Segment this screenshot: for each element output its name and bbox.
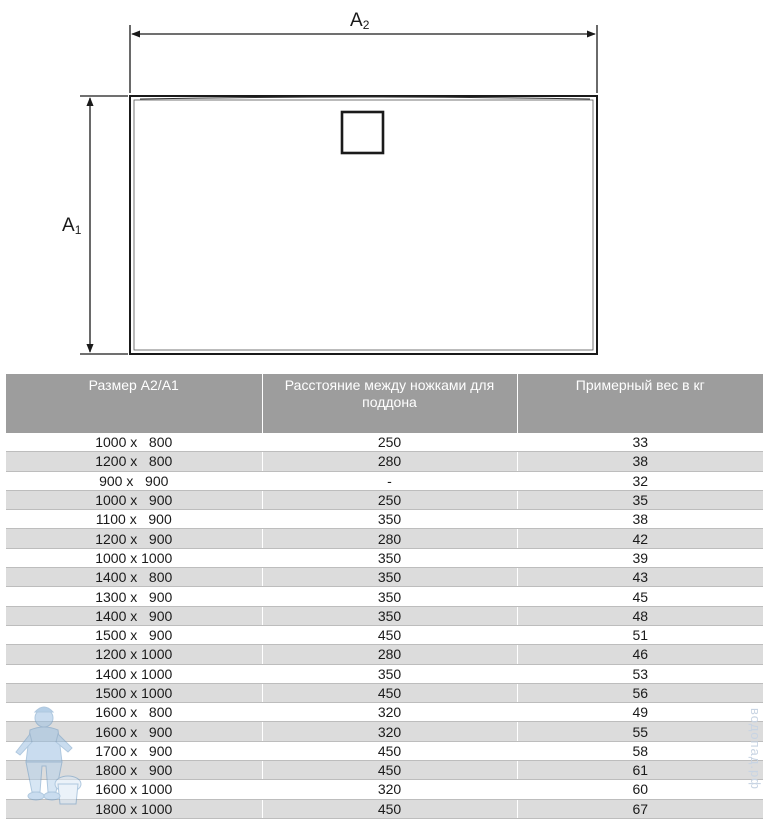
dimension-a2 [130, 25, 597, 93]
table-row [6, 664, 763, 683]
dimension-label-a2: $A_2$ [350, 10, 370, 32]
tray-dimension-drawing [0, 0, 769, 370]
cell-weight: 49 [517, 703, 763, 722]
cell-leg-distance: 320 [262, 780, 517, 799]
cell-weight: 45 [517, 587, 763, 606]
cell-size: 1400 х 800 [6, 568, 262, 587]
cell-weight: 53 [517, 664, 763, 683]
table-row [6, 645, 763, 664]
cell-size: 1400 х 1000 [6, 664, 262, 683]
cell-leg-distance: 280 [262, 452, 517, 471]
cell-leg-distance: 350 [262, 568, 517, 587]
cell-size: 1100 х 900 [6, 510, 262, 529]
cell-leg-distance: 280 [262, 645, 517, 664]
table-row [6, 568, 763, 587]
cell-size: 1600 х 900 [6, 722, 262, 741]
cell-weight: 32 [517, 471, 763, 490]
cell-leg-distance: 350 [262, 606, 517, 625]
cell-weight: 51 [517, 625, 763, 644]
cell-weight: 38 [517, 452, 763, 471]
table-row [6, 510, 763, 529]
cell-weight: 35 [517, 490, 763, 509]
table-row [6, 433, 763, 452]
cell-leg-distance: 350 [262, 548, 517, 567]
cell-weight: 56 [517, 683, 763, 702]
table-row [6, 780, 763, 799]
table-row [6, 587, 763, 606]
cell-weight: 33 [517, 433, 763, 452]
cell-size: 900 х 900 [6, 471, 262, 490]
table-row [6, 703, 763, 722]
table-body [6, 433, 763, 818]
cell-weight: 61 [517, 761, 763, 780]
cell-leg-distance: 320 [262, 703, 517, 722]
cell-leg-distance: 450 [262, 761, 517, 780]
table-header-row [6, 374, 763, 433]
plumber-mascot-icon [4, 700, 84, 812]
cell-size: 1400 х 900 [6, 606, 262, 625]
cell-leg-distance: 350 [262, 510, 517, 529]
cell-size: 1200 х 800 [6, 452, 262, 471]
table-row [6, 490, 763, 509]
table-row [6, 471, 763, 490]
dimension-label-a1: $A_1$ [62, 215, 82, 237]
cell-leg-distance: 450 [262, 799, 517, 818]
cell-leg-distance: 250 [262, 490, 517, 509]
table-row [6, 452, 763, 471]
cell-size: 1500 х 1000 [6, 683, 262, 702]
cell-weight: 67 [517, 799, 763, 818]
cell-leg-distance: 250 [262, 433, 517, 452]
cell-weight: 42 [517, 529, 763, 548]
header-size: Размер А2/А1 [6, 374, 262, 433]
cell-leg-distance: - [262, 471, 517, 490]
cell-weight: 43 [517, 568, 763, 587]
tray-spec-table [6, 374, 763, 819]
cell-size: 1800 х 1000 [6, 799, 262, 818]
table-row [6, 761, 763, 780]
table-row [6, 529, 763, 548]
cell-size: 1700 х 900 [6, 741, 262, 760]
cell-weight: 38 [517, 510, 763, 529]
table-row [6, 741, 763, 760]
cell-size: 1000 х 900 [6, 490, 262, 509]
cell-weight: 60 [517, 780, 763, 799]
cell-weight: 48 [517, 606, 763, 625]
table-row [6, 606, 763, 625]
cell-weight: 46 [517, 645, 763, 664]
cell-leg-distance: 280 [262, 529, 517, 548]
table-row [6, 548, 763, 567]
cell-leg-distance: 350 [262, 664, 517, 683]
cell-size: 1800 х 900 [6, 761, 262, 780]
cell-leg-distance: 450 [262, 625, 517, 644]
cell-leg-distance: 320 [262, 722, 517, 741]
drain-square [342, 112, 383, 153]
table-row [6, 625, 763, 644]
table-row [6, 683, 763, 702]
cell-size: 1200 х 1000 [6, 645, 262, 664]
table-row [6, 799, 763, 818]
cell-size: 1600 х 800 [6, 703, 262, 722]
cell-size: 1600 х 1000 [6, 780, 262, 799]
cell-size: 1000 х 800 [6, 433, 262, 452]
cell-leg-distance: 450 [262, 683, 517, 702]
cell-leg-distance: 350 [262, 587, 517, 606]
cell-leg-distance: 450 [262, 741, 517, 760]
cell-weight: 58 [517, 741, 763, 760]
header-leg-distance: Расстояние между ножками для поддона [262, 374, 517, 433]
table-row [6, 722, 763, 741]
header-weight: Примерный вес в кг [517, 374, 763, 433]
cell-size: 1500 х 900 [6, 625, 262, 644]
cell-weight: 55 [517, 722, 763, 741]
dimension-a1 [80, 96, 128, 354]
cell-size: 1300 х 900 [6, 587, 262, 606]
cell-size: 1000 х 1000 [6, 548, 262, 567]
watermark-site-text: водопад.рф [748, 708, 763, 790]
cell-weight: 39 [517, 548, 763, 567]
cell-size: 1200 х 900 [6, 529, 262, 548]
